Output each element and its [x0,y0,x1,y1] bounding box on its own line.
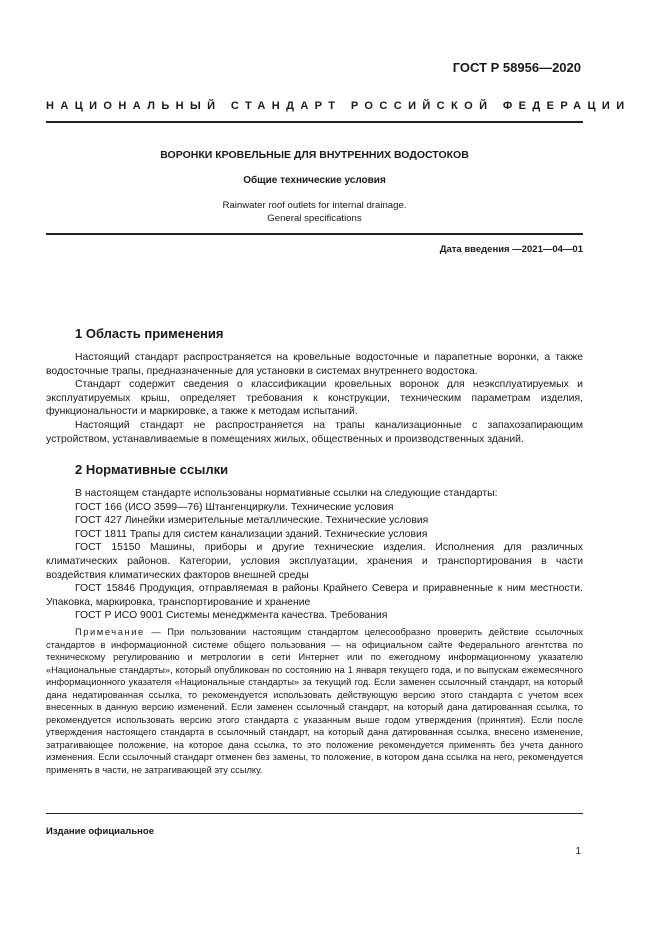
reference-note [46,626,583,776]
page-number: 1 [575,846,581,857]
section-1-body [46,351,583,446]
introduction-date: Дата введения —2021—04—01 [439,244,583,255]
national-standard-banner: НАЦИОНАЛЬНЫЙ СТАНДАРТ РОССИЙСКОЙ ФЕДЕРАЦИИ [46,100,631,112]
reference-item: ГОСТ 166 (ИСО 3599—76) Штангенциркули. Технические условия [75,501,394,513]
section-1-paragraph: Настоящий стандарт распространяется на кровельные водосточные и парапетные воронки, а также водосточные трапы, предназначенные для установки в системах внутреннего водостока. [46,352,583,377]
reference-item: ГОСТ 15846 Продукция, отправляемая в районы Крайнего Севера и приравненные к ним местности. Упаковка, маркировка, транспортирование и хранение [46,583,583,608]
note-text: — При пользовании настоящим стандартом целесообразно проверить действие ссылочных стандартов в информационной системе общего пользования — на официальном сайте Федерального агентства по техническому регулированию и метрологии в сети Интернет или по ежегодному информационному указателю «Национальные стандарты», который опубликован по состоянию на 1 января текущего года, и по выпускам ежемесячного информационного указателя «Национальные стандарты» за текущий год. Если заменен ссылочный стандарт, на который дана недатированная ссылка, то рекомендуется использовать действующую версию этого стандарта с учетом всех внесенных в данную версию изменений. Если заменен ссылочный стандарт, на который дана датированная ссылка, то рекомендуется использовать версию этого стандарта с указанным выше годом утверждения (принятия). Если после утверждения настоящего стандарта в ссылочный стандарт, на который дана датированная ссылка, внесено изменение, затрагивающее положение, на которое дана ссылка, то это положение рекомендуется применять без учета данного изменения. Если ссылочный стандарт отменен без замены, то положение, в котором дана ссылка на него, рекомендуется применять в части, не затрагивающей эту ссылку. [46,627,583,775]
title-en-line-2: General specifications [267,212,362,224]
note-label: Примечание [75,627,145,637]
footer-divider [46,813,583,814]
document-number: ГОСТ Р 58956—2020 [452,60,581,75]
document-title-english [46,200,583,225]
document-subtitle: Общие технические условия [243,175,386,186]
title-en-line-1: Rainwater roof outlets for internal drainage. [222,200,407,211]
top-divider [46,121,583,123]
reference-item: В настоящем стандарте использованы нормативные ссылки на следующие стандарты: [75,488,498,499]
official-edition-label: Издание официальное [46,826,154,837]
reference-item: ГОСТ Р ИСО 9001 Системы менеджмента качества. Требования [75,610,388,622]
document-title: ВОРОНКИ КРОВЕЛЬНЫЕ ДЛЯ ВНУТРЕННИХ ВОДОСТОКОВ [160,149,469,161]
section-1-paragraph: Настоящий стандарт не распространяется на трапы канализационные с запахозапирающим устройством, устанавливаемые в помещениях жилых, общественных и производственных зданий. [46,419,583,445]
reference-item: ГОСТ 15150 Машины, приборы и другие технические изделия. Исполнения для различных климатических районов. Категории, условия эксплуатации, хранения и транспортирования в части воздействия климатических факторов внешней среды [46,542,583,581]
section-1-paragraph: Стандарт содержит сведения о классификации кровельных воронок для неэксплуатируемых и эксплуатируемых крыш, определяет требования к конструкции, техническим параметрам изделия, функциональности и маркировке, а также к методам испытаний. [46,379,583,418]
reference-item: ГОСТ 427 Линейки измерительные металлические. Технические условия [75,515,429,527]
section-1-heading: 1 Область применения [75,326,224,341]
reference-item: ГОСТ 1811 Трапы для систем канализации зданий. Технические условия [75,528,428,540]
section-2-body [46,487,583,623]
section-2-heading: 2 Нормативные ссылки [75,462,229,477]
title-divider [46,233,583,235]
